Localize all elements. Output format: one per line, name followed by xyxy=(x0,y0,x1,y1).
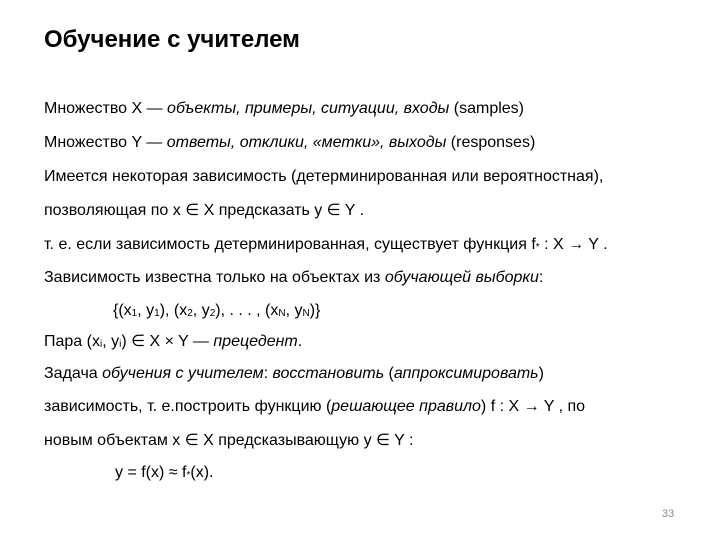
subscript: 1 xyxy=(154,308,160,319)
subscript: * xyxy=(535,242,540,253)
subscript: 2 xyxy=(187,308,193,319)
text: )} xyxy=(309,302,321,319)
subscript: N xyxy=(278,308,286,319)
subscript: * xyxy=(186,470,191,481)
line-set-y xyxy=(44,133,535,153)
text: т. е. если зависимость детерминированная, существует функция f xyxy=(44,236,536,253)
text: : xyxy=(538,269,544,286)
text: ( xyxy=(384,365,394,382)
text: . xyxy=(297,333,303,350)
text: : xyxy=(263,365,273,382)
italic-text: восстановить xyxy=(272,365,385,382)
subscript: 2 xyxy=(209,308,216,319)
line-sample-set xyxy=(113,301,320,324)
line-set-x xyxy=(44,99,524,119)
line-dependency: Имеется некоторая зависимость (детерминированная или вероятностная), xyxy=(44,168,604,185)
text: , y xyxy=(285,302,303,319)
slide-title: Обучение с учителем xyxy=(44,26,300,53)
text: ), . . . , (x xyxy=(215,302,279,319)
text: , y xyxy=(192,302,210,319)
line-formula xyxy=(115,463,213,486)
text: Множество Y — xyxy=(44,134,167,151)
italic-text: обучения с учителем xyxy=(102,365,264,382)
text: Пара (x xyxy=(44,333,100,350)
text: Задача xyxy=(44,365,103,382)
line-function xyxy=(44,235,608,258)
line-predict: позволяющая по x ∈ X предсказать y ∈ Y . xyxy=(44,202,365,219)
text: Зависимость известна только на объектах из xyxy=(44,269,385,286)
text: , y xyxy=(137,302,155,319)
line-task xyxy=(44,364,544,384)
text: (responses) xyxy=(446,134,536,151)
subscript: 1 xyxy=(131,308,138,319)
text: : X → Y . xyxy=(539,236,608,253)
line-training-sample xyxy=(44,268,543,288)
text: ) f : X → Y , по xyxy=(480,398,586,415)
text: (samples) xyxy=(449,100,524,117)
text: ) ∈ X × Y — xyxy=(121,333,214,350)
line-precedent xyxy=(44,332,302,355)
text: Множество X — xyxy=(44,100,168,117)
italic-text: аппроксимировать xyxy=(393,365,539,382)
subscript: N xyxy=(302,308,310,319)
italic-text: прецедент xyxy=(213,333,298,350)
text: зависимость, т. е.построить функцию ( xyxy=(44,398,332,415)
line-decision-rule xyxy=(44,397,585,417)
italic-text: решающее правило xyxy=(331,398,481,415)
text: , y xyxy=(102,333,120,350)
text: ), (x xyxy=(159,302,188,319)
text: (x). xyxy=(190,464,214,481)
text: {(x xyxy=(113,302,132,319)
subscript: i xyxy=(99,339,103,350)
italic-text: ответы, отклики, «метки», выходы xyxy=(166,134,447,151)
text: ) xyxy=(538,365,544,382)
text: y = f(x) ≈ f xyxy=(115,464,187,481)
italic-text: объекты, примеры, ситуации, входы xyxy=(167,100,450,117)
page-number: 33 xyxy=(662,508,675,520)
italic-text: обучающей выборки xyxy=(384,269,539,286)
line-new-objects: новым объектам x ∈ X предсказывающую y ∈ Y : xyxy=(44,432,414,449)
subscript: i xyxy=(119,339,122,350)
